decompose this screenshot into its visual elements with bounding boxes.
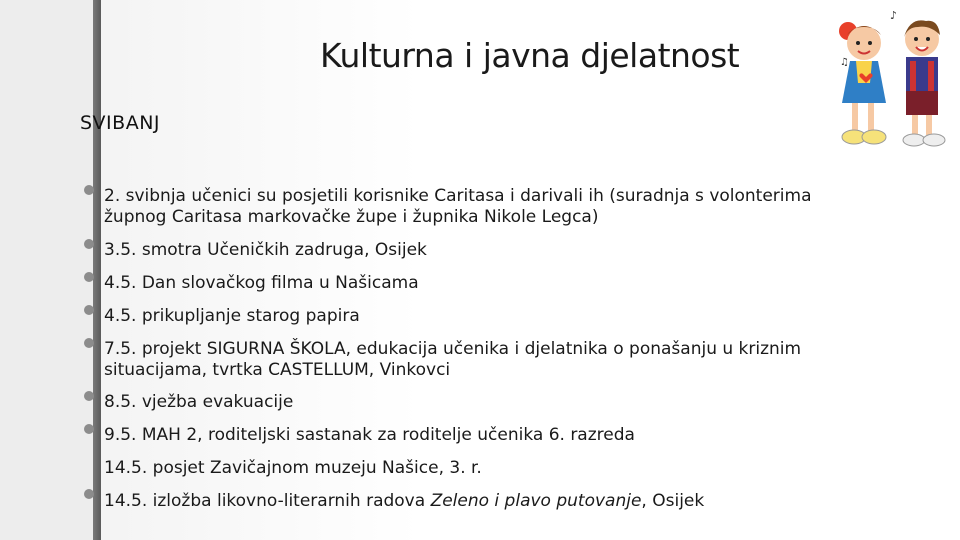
bullet-icon xyxy=(84,424,94,434)
list-item-text xyxy=(104,491,860,512)
list-item xyxy=(80,240,860,261)
list-item xyxy=(80,186,860,228)
bullet-icon xyxy=(84,272,94,282)
item-text-italic: Zeleno i plavo putovanje xyxy=(430,491,642,511)
list-item xyxy=(80,458,860,479)
music-note-icon: ♪ xyxy=(890,9,898,22)
bullet-icon xyxy=(84,305,94,315)
list-item xyxy=(80,491,860,512)
item-text-start: 14.5. izložba likovno-literarnih radova xyxy=(104,491,431,511)
list-item xyxy=(80,306,860,327)
list-item xyxy=(80,425,860,446)
list-item-text: 2. svibnja učenici su posjetili korisnike Caritasa i darivali ih (suradnja s volonterima župnog Caritasa markovačke župe i župnika Nikole Legca) xyxy=(104,186,812,227)
girl-figure xyxy=(839,22,886,144)
music-note-icon: ♫ xyxy=(840,57,849,68)
boy-figure xyxy=(903,20,945,146)
bullet-icon xyxy=(84,185,94,195)
slide-title: Kulturna i javna djelatnost xyxy=(320,36,740,75)
bullet-icon xyxy=(84,489,94,499)
bullet-icon xyxy=(84,239,94,249)
list-item xyxy=(80,339,860,381)
list-item-text: 14.5. posjet Zavičajnom muzeju Našice, 3. r. xyxy=(104,458,482,478)
item-text-end: , Osijek xyxy=(641,491,705,511)
list-item xyxy=(80,392,860,413)
list-item-text: 7.5. projekt SIGURNA ŠKOLA, edukacija učenika i djelatnika o ponašanju u kriznim situacijama, tvrtka CASTELLUM, Vinkovci xyxy=(104,339,802,380)
bullet-list xyxy=(80,186,860,512)
bullet-icon xyxy=(84,391,94,401)
section-heading: SVIBANJ xyxy=(80,112,161,134)
list-item-text: 9.5. MAH 2, roditeljski sastanak za roditelje učenika 6. razreda xyxy=(104,425,635,445)
list-item-text: 4.5. prikupljanje starog papira xyxy=(104,306,360,326)
bullet-icon xyxy=(84,338,94,348)
list-item xyxy=(80,273,860,294)
list-item-text: 3.5. smotra Učeničkih zadruga, Osijek xyxy=(104,240,427,260)
list-item-text: 4.5. Dan slovačkog filma u Našicama xyxy=(104,273,419,293)
cartoon-kids-illustration xyxy=(830,5,955,155)
list-item-text: 8.5. vježba evakuacije xyxy=(104,392,294,412)
